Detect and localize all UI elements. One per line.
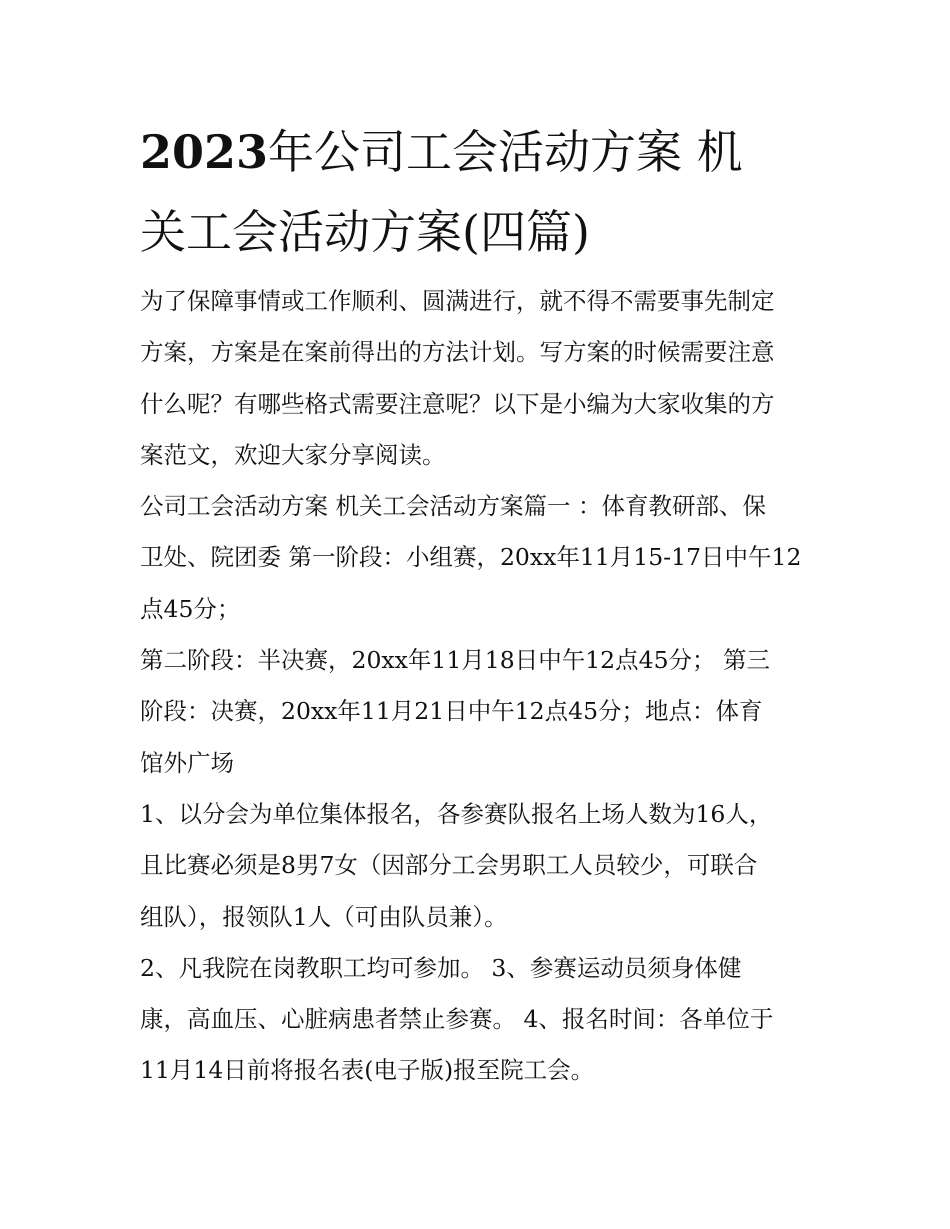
- paragraph-rule-1: [140, 789, 820, 943]
- paragraph-stage-two-three: [140, 635, 820, 789]
- text-line: 馆外广场: [140, 748, 234, 777]
- text-line: 第二阶段：半决赛，20xx年11月18日中午12点45分； 第三: [140, 646, 770, 675]
- paragraph-stage-one: [140, 481, 820, 635]
- document-title: [140, 112, 840, 272]
- title-line-1-text: 年公司工会活动方案 机: [268, 125, 743, 179]
- document-body: [140, 276, 820, 1097]
- title-line-2: 关工会活动方案(四篇): [140, 205, 590, 259]
- title-year: 2023: [140, 125, 269, 179]
- text-line: 什么呢？有哪些格式需要注意呢？以下是小编为大家收集的方: [140, 389, 775, 418]
- text-line: 公司工会活动方案 机关工会活动方案篇一 ：体育教研部、保: [140, 492, 766, 521]
- text-line: 卫处、院团委 第一阶段：小组赛，20xx年11月15-17日中午12: [140, 543, 802, 572]
- title-line-1: [140, 112, 840, 192]
- text-line: 11月14日前将报名表(电子版)报至院工会。: [140, 1056, 595, 1085]
- text-line: 案范文，欢迎大家分享阅读。: [140, 440, 446, 469]
- text-line: 1、以分会为单位集体报名，各参赛队报名上场人数为16人，: [140, 799, 773, 828]
- paragraph-rules-2-4: [140, 943, 820, 1097]
- text-line: 康，高血压、心脏病患者禁止参赛。 4、报名时间：各单位于: [140, 1005, 774, 1034]
- text-line: 2、凡我院在岗教职工均可参加。 3、参赛运动员须身体健: [140, 953, 742, 982]
- text-line: 组队），报领队1人（可由队员兼）。: [140, 902, 508, 931]
- text-line: 且比赛必须是8男7女（因部分工会男职工人员较少，可联合: [140, 851, 758, 880]
- text-line: 方案，方案是在案前得出的方法计划。写方案的时候需要注意: [140, 338, 775, 367]
- text-line: 为了保障事情或工作顺利、圆满进行，就不得不需要事先制定: [140, 287, 775, 315]
- text-line: 阶段：决赛，20xx年11月21日中午12点45分；地点：体育: [140, 697, 763, 726]
- text-line: 点45分；: [140, 594, 241, 623]
- paragraph-intro: [140, 276, 820, 481]
